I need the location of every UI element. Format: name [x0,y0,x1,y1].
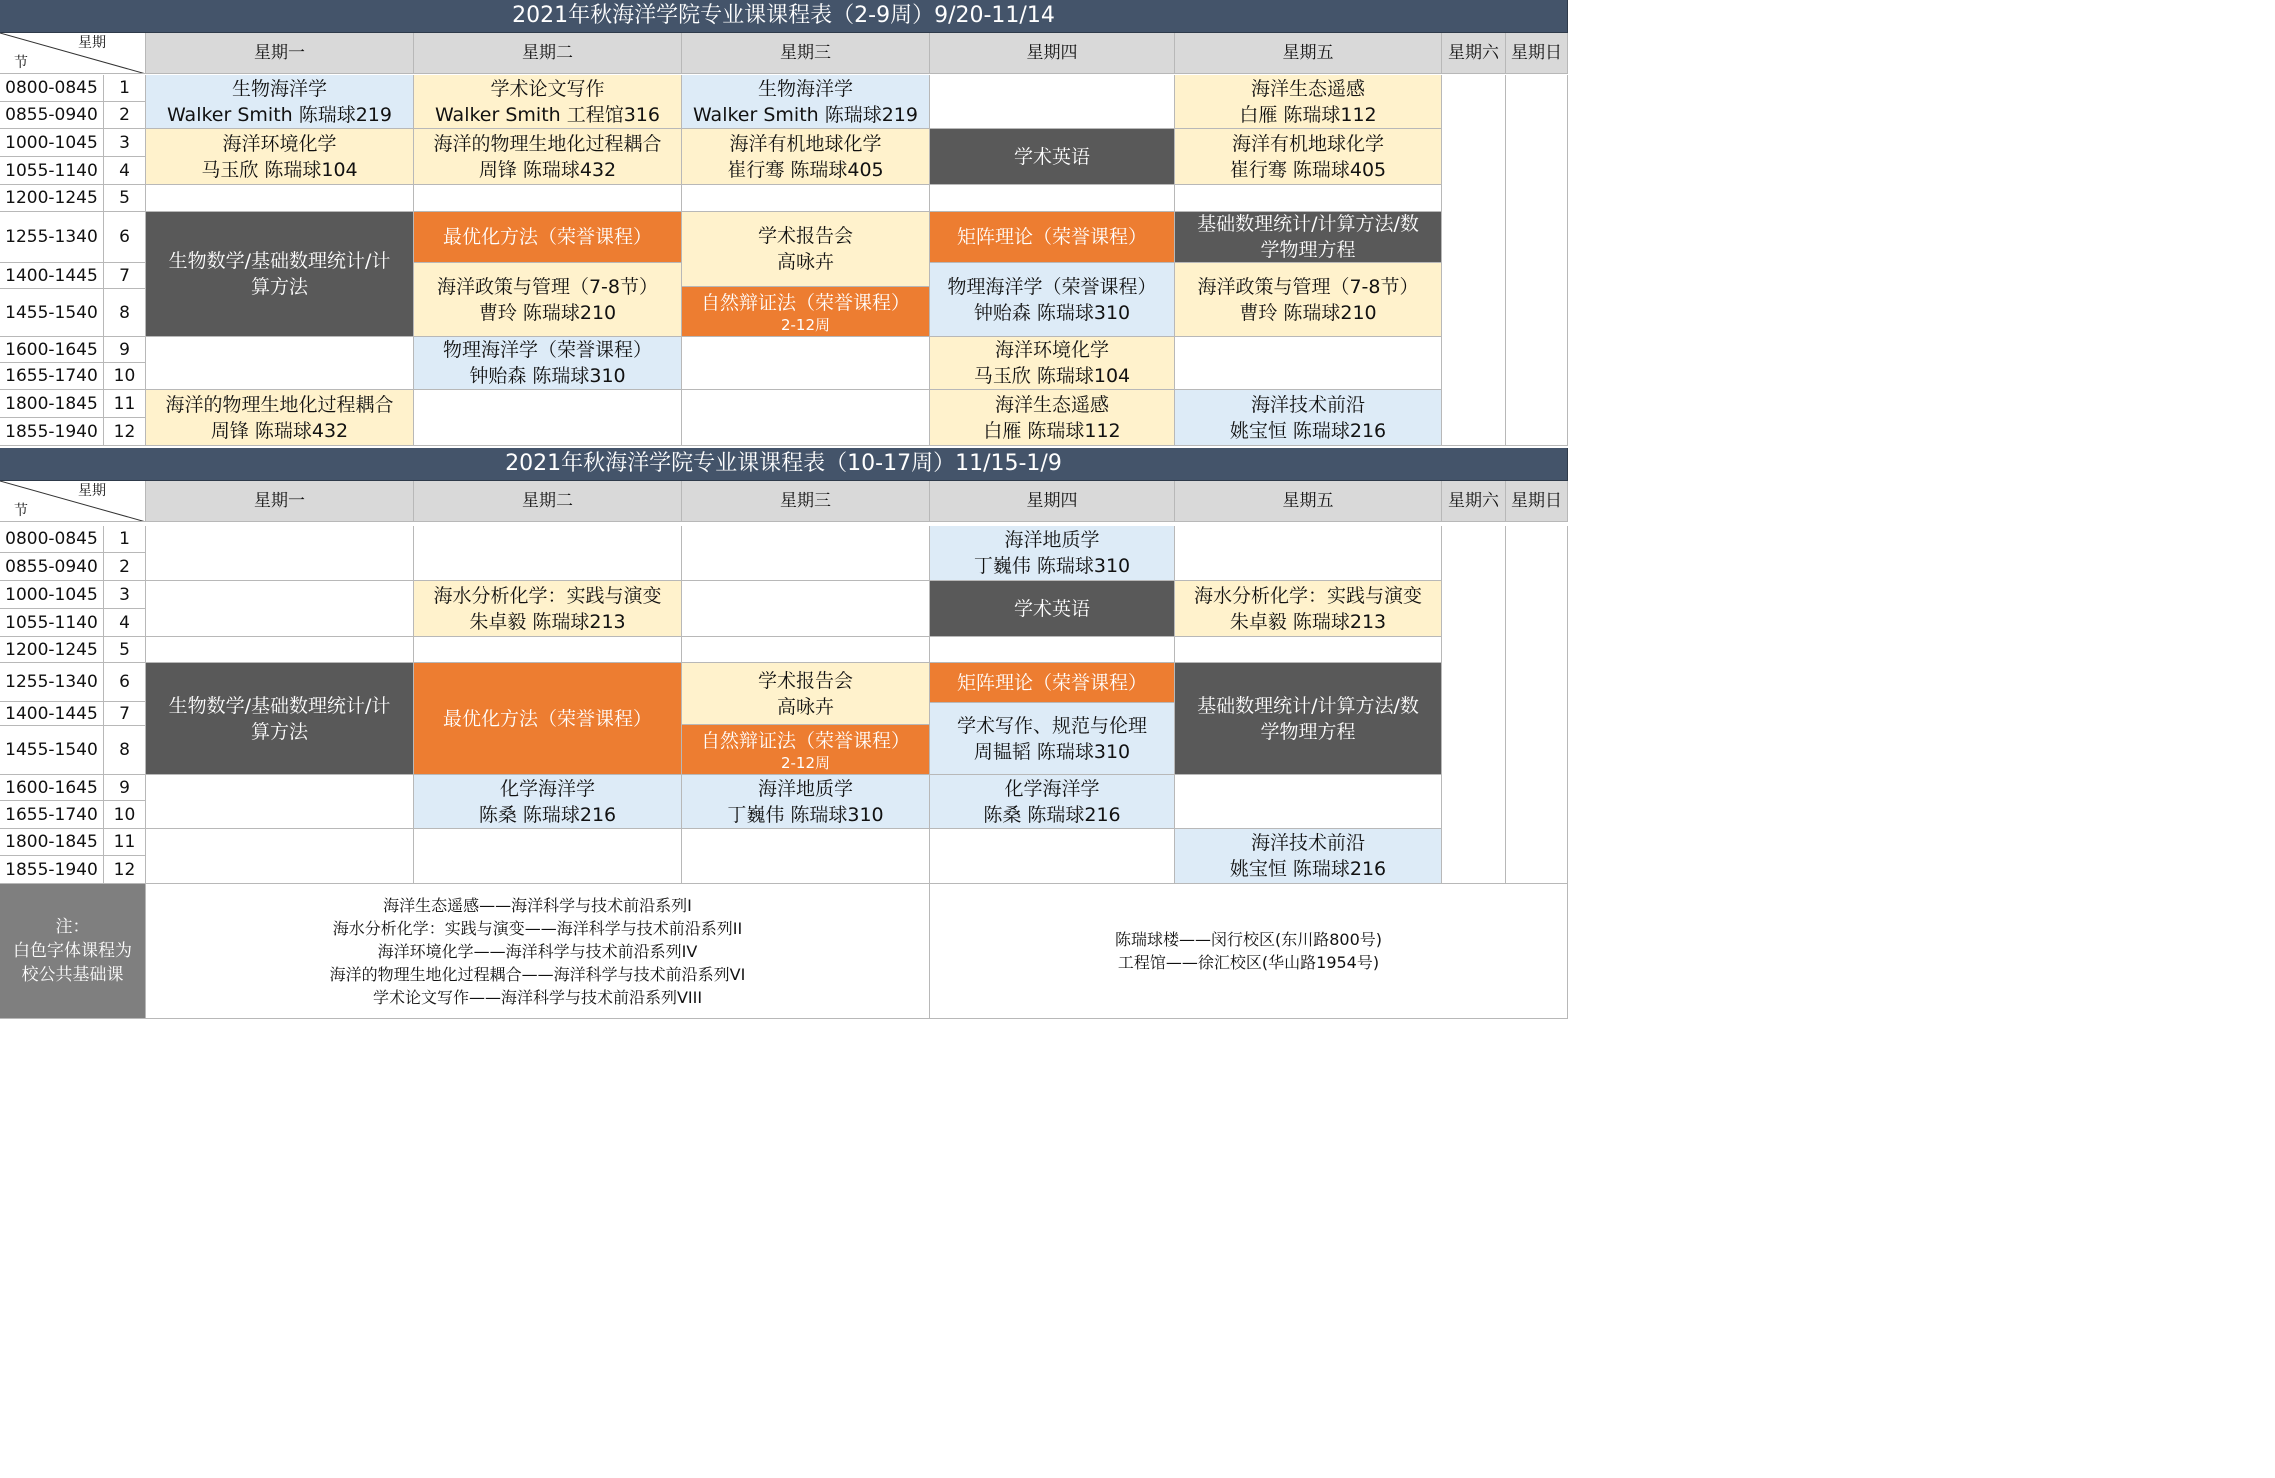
course-name: 矩阵理论（荣誉课程） [956,671,1147,694]
time-slot [0,775,104,801]
course-name: 生物海洋学 [757,77,853,100]
day-header-label: 星期一 [254,491,305,511]
time-label: 1600-1645 [5,777,98,798]
campus-notes [930,884,1568,1019]
course-cell [930,581,1175,637]
empty-slot [930,637,1175,663]
course-cell [930,212,1175,263]
course-name: 海洋政策与管理（7-8节） [436,275,659,298]
empty-slot [146,829,414,884]
period-number [104,263,146,289]
corner-cell [0,33,146,74]
course-cell [682,775,930,829]
notes-label-line: 注： [55,917,90,937]
empty-slot [930,185,1175,212]
course-cell [930,390,1175,446]
time-label: 1200-1245 [5,188,98,208]
time-slot [0,263,104,289]
day-header-label: 星期日 [1511,43,1562,63]
course-detail: 2-12周 [780,753,831,772]
period-number-label: 1 [119,529,130,549]
period-number-label: 11 [113,393,136,414]
t2-title [0,448,1568,481]
time-slot [0,801,104,829]
course-detail: 学物理方程 [1260,720,1356,743]
course-cell [414,775,682,829]
course-detail: 高咏卉 [776,251,834,273]
empty-slot [682,637,930,663]
empty-slot [930,829,1175,884]
course-name: 海洋技术前沿 [1250,832,1365,854]
course-name: 矩阵理论（荣誉课程） [956,226,1147,248]
time-label: 0855-0940 [5,556,98,577]
period-number-label: 6 [119,672,130,692]
period-number-label: 7 [119,265,130,286]
course-name: 海洋政策与管理（7-8节） [1197,275,1419,298]
course-name: 海洋生态遥感 [1250,77,1365,100]
period-number-label: 12 [113,421,136,442]
time-slot [0,289,104,337]
time-slot [0,129,104,157]
course-name: 学术英语 [1013,597,1090,620]
corner-week-label: 星期 [78,483,106,499]
day-header-label: 星期六 [1448,43,1499,63]
course-cell [930,775,1175,829]
course-cell [1175,390,1442,446]
time-slot [0,102,104,129]
time-label: 1400-1445 [5,703,98,724]
day-header [930,481,1175,522]
series-note-line: 海洋环境化学——海洋科学与技术前沿系列IV [377,941,698,961]
notes-label-line: 校公共基础课 [21,965,124,985]
course-cell [414,337,682,390]
course-detail: 曹玲 陈瑞球210 [1239,301,1377,324]
course-cell [146,212,414,337]
time-slot [0,726,104,775]
time-slot [0,637,104,663]
time-slot [0,609,104,637]
notes-label-line: 白色字体课程为 [13,941,132,961]
day-header-label: 星期四 [1026,43,1078,63]
course-name: 海洋技术前沿 [1250,393,1365,416]
course-cell [1175,263,1442,337]
empty-slot [1175,337,1442,390]
course-detail: 算方法 [250,720,308,743]
course-name: 学术写作、规范与伦理 [956,714,1147,737]
course-name: 自然辩证法（荣誉课程） [700,291,910,314]
time-slot [0,75,104,102]
time-label: 1255-1340 [5,672,98,692]
course-name: 海洋的物理生地化过程耦合 [165,393,394,416]
period-number [104,212,146,263]
course-detail: 算方法 [250,276,308,298]
period-number-label: 8 [119,740,130,760]
period-number [104,289,146,337]
course-detail: 白雁 陈瑞球112 [1239,103,1377,126]
period-number [104,581,146,609]
course-cell [682,663,930,725]
course-cell [414,212,682,263]
day-header [1506,33,1568,74]
period-number-label: 2 [119,556,130,577]
empty-slot [414,829,682,884]
empty-slot [146,581,414,637]
time-slot [0,157,104,185]
course-cell [414,75,682,129]
period-number-label: 6 [119,227,130,247]
course-detail: 马玉欣 陈瑞球104 [973,365,1131,387]
day-header-label: 星期四 [1026,491,1078,511]
course-detail: 高咏卉 [776,695,834,718]
corner-cell [0,481,146,522]
course-cell [930,526,1175,581]
day-header-label: 星期三 [780,491,831,511]
day-header [414,33,682,74]
time-slot [0,581,104,609]
course-name: 海水分析化学：实践与演变 [1193,584,1422,607]
empty-slot [146,637,414,663]
course-name: 海洋地质学 [757,777,853,800]
empty-slot [682,526,930,581]
course-cell [930,337,1175,390]
period-number-label: 12 [113,859,136,880]
course-name: 海洋有机地球化学 [1231,132,1384,155]
course-detail: 姚宝恒 陈瑞球216 [1229,858,1387,880]
time-label: 1455-1540 [5,740,98,760]
empty-slot [930,75,1175,129]
time-label: 1055-1140 [5,160,98,181]
campus-note-line: 工程馆——徐汇校区(华山路1954号) [1117,953,1380,972]
period-number [104,856,146,884]
day-header [1442,33,1506,74]
empty-slot [1175,637,1442,663]
empty-slot [1506,526,1568,884]
course-cell [414,263,682,337]
course-name: 学术论文写作 [490,77,605,100]
period-number-label: 1 [119,78,130,98]
period-number [104,775,146,801]
empty-slot [414,526,682,581]
period-number [104,363,146,390]
course-detail: 马玉欣 陈瑞球104 [201,158,358,181]
course-name: 海洋地质学 [1004,529,1100,551]
course-name: 物理海洋学（荣誉课程） [442,339,652,361]
period-number [104,185,146,212]
time-slot [0,553,104,581]
empty-slot [682,390,930,446]
empty-slot [414,185,682,212]
course-detail: 崔行骞 陈瑞球405 [727,158,884,181]
course-detail: 陈桑 陈瑞球216 [983,803,1121,826]
day-header [1175,481,1442,522]
course-detail: 周锋 陈瑞球432 [478,158,617,181]
course-detail: 钟贻森 陈瑞球310 [469,365,626,387]
period-number [104,553,146,581]
day-header-label: 星期二 [522,491,573,511]
series-notes [146,884,930,1019]
course-name: 学术英语 [1013,145,1090,168]
period-number-label: 8 [119,302,130,323]
period-number [104,609,146,637]
time-slot [0,702,104,726]
time-label: 1455-1540 [5,302,98,323]
period-number-label: 5 [119,639,130,660]
course-name: 基础数理统计/计算方法/数 [1197,694,1419,717]
day-header-label: 星期五 [1282,43,1334,63]
empty-slot [1175,775,1442,829]
period-number-label: 2 [119,105,130,125]
time-slot [0,185,104,212]
time-slot [0,390,104,418]
course-detail: Walker Smith 陈瑞球219 [692,103,918,126]
period-number [104,829,146,856]
course-detail: 崔行骞 陈瑞球405 [1229,158,1387,181]
time-label: 1255-1340 [5,227,98,247]
series-note-line: 海洋生态遥感——海洋科学与技术前沿系列I [383,895,692,915]
course-name: 基础数理统计/计算方法/数 [1197,213,1419,235]
period-number [104,726,146,775]
time-label: 1855-1940 [5,859,98,880]
t1-title [0,0,1568,33]
time-label: 1400-1445 [5,265,98,286]
corner-period-label: 节 [14,503,28,519]
day-header [1506,481,1568,522]
course-name: 化学海洋学 [499,777,595,800]
period-number-label: 3 [119,132,130,153]
corner-period-label: 节 [14,55,28,71]
empty-slot [682,581,930,637]
course-name: 生物数学/基础数理统计/计 [168,694,391,717]
empty-slot [414,390,682,446]
course-detail: 周韫韬 陈瑞球310 [973,740,1131,763]
course-cell [930,663,1175,703]
period-number-label: 9 [119,777,130,798]
empty-slot [414,637,682,663]
course-detail: 陈桑 陈瑞球216 [478,803,617,826]
corner-week-label: 星期 [78,35,106,51]
empty-slot [146,775,414,829]
series-note-line: 学术论文写作——海洋科学与技术前沿系列VIII [372,987,703,1007]
course-detail: 丁巍伟 陈瑞球310 [727,803,884,826]
time-label: 1655-1740 [5,366,98,386]
campus-note-line: 陈瑞球楼——闵行校区(东川路800号) [1114,930,1383,949]
period-number-label: 9 [119,339,130,360]
course-cell [682,75,930,129]
course-name: 物理海洋学（荣誉课程） [947,275,1157,298]
day-header [146,33,414,74]
period-number [104,337,146,363]
course-detail: Walker Smith 工程馆316 [434,103,660,126]
empty-slot [682,337,930,390]
course-cell [146,663,414,775]
course-cell [1175,75,1442,129]
course-detail: 丁巍伟 陈瑞球310 [973,555,1131,577]
course-cell [414,663,682,775]
course-detail: 周锋 陈瑞球432 [210,419,349,442]
period-number-label: 10 [113,804,136,825]
day-header-label: 星期六 [1448,491,1499,511]
course-cell [682,212,930,287]
course-cell [414,581,682,637]
course-cell [682,129,930,185]
day-header [930,33,1175,74]
day-header [414,481,682,522]
course-detail: Walker Smith 陈瑞球219 [166,103,392,126]
empty-slot [1442,75,1506,446]
period-number [104,702,146,726]
course-cell [930,703,1175,775]
course-name: 海洋环境化学 [222,132,337,155]
day-header [1442,481,1506,522]
course-cell [1175,663,1442,775]
period-number-label: 10 [113,366,136,386]
period-number [104,526,146,553]
course-name: 学术报告会 [757,669,853,692]
course-name: 生物数学/基础数理统计/计 [168,250,391,272]
time-label: 1800-1845 [5,393,98,414]
period-number [104,801,146,829]
time-label: 0800-0845 [5,78,98,98]
course-cell [930,129,1175,185]
course-name: 最优化方法（荣誉课程） [442,707,652,730]
time-slot [0,829,104,856]
empty-slot [1175,526,1442,581]
period-number [104,418,146,446]
course-detail: 朱卓毅 陈瑞球213 [469,610,626,633]
period-number-label: 7 [119,703,130,724]
course-name: 海洋有机地球化学 [729,132,882,155]
course-cell [930,263,1175,337]
empty-slot [1175,185,1442,212]
course-cell [146,75,414,129]
course-cell [1175,581,1442,637]
course-name: 海洋生态遥感 [994,393,1109,416]
course-cell [1175,129,1442,185]
time-label: 1800-1845 [5,832,98,852]
course-cell [146,390,414,446]
day-header [146,481,414,522]
day-header-label: 星期三 [780,43,831,63]
time-slot [0,363,104,390]
course-cell [682,287,930,337]
day-header-label: 星期五 [1282,491,1334,511]
course-name: 海洋环境化学 [994,339,1109,361]
empty-slot [146,526,414,581]
time-slot [0,856,104,884]
empty-slot [1442,526,1506,884]
period-number [104,663,146,702]
day-header [682,481,930,522]
period-number-label: 4 [119,160,130,181]
empty-slot [146,185,414,212]
period-number [104,129,146,157]
course-name: 生物海洋学 [231,77,327,100]
time-slot [0,212,104,263]
table-title: 2021年秋海洋学院专业课课程表（10-17周）11/15-1/9 [505,451,1062,476]
course-name: 最优化方法（荣誉课程） [442,226,652,248]
time-label: 0855-0940 [5,105,98,125]
period-number [104,637,146,663]
series-note-line: 海水分析化学：实践与演变——海洋科学与技术前沿系列II [332,918,743,938]
empty-slot [1506,75,1568,446]
period-number-label: 3 [119,584,130,605]
course-name: 海洋的物理生地化过程耦合 [433,132,662,155]
day-header [682,33,930,74]
series-note-line: 海洋的物理生地化过程耦合——海洋科学与技术前沿系列VI [329,964,746,984]
course-detail: 姚宝恒 陈瑞球216 [1229,419,1387,442]
day-header-label: 星期二 [522,43,573,63]
time-label: 1600-1645 [5,339,98,360]
time-label: 0800-0845 [5,529,98,549]
course-name: 化学海洋学 [1004,777,1100,800]
time-label: 1055-1140 [5,612,98,633]
empty-slot [682,185,930,212]
period-number [104,157,146,185]
table-title: 2021年秋海洋学院专业课课程表（2-9周）9/20-11/14 [512,3,1055,28]
empty-slot [682,829,930,884]
course-detail: 曹玲 陈瑞球210 [478,301,617,324]
course-detail: 2-12周 [780,315,831,334]
course-name: 自然辩证法（荣誉课程） [700,729,910,752]
course-cell [1175,829,1442,884]
course-name: 海水分析化学：实践与演变 [433,584,662,607]
course-cell [1175,212,1442,263]
time-label: 1855-1940 [5,421,98,442]
period-number [104,75,146,102]
period-number-label: 5 [119,188,130,208]
day-header-label: 星期日 [1511,491,1562,511]
period-number-label: 11 [113,832,136,852]
course-detail: 学物理方程 [1260,239,1356,261]
time-label: 1655-1740 [5,804,98,825]
time-label: 1200-1245 [5,639,98,660]
course-cell [682,725,930,775]
time-slot [0,418,104,446]
period-number-label: 4 [119,612,130,633]
course-detail: 钟贻森 陈瑞球310 [973,301,1131,324]
day-header [1175,33,1442,74]
course-name: 学术报告会 [757,225,853,247]
course-detail: 白雁 陈瑞球112 [983,419,1121,442]
time-label: 1000-1045 [5,132,98,153]
time-slot [0,337,104,363]
time-slot [0,526,104,553]
period-number [104,390,146,418]
notes-label-cell [0,884,146,1019]
course-cell [146,129,414,185]
empty-slot [146,337,414,390]
time-label: 1000-1045 [5,584,98,605]
day-header-label: 星期一 [254,43,305,63]
course-detail: 朱卓毅 陈瑞球213 [1229,610,1387,633]
period-number [104,102,146,129]
course-cell [414,129,682,185]
time-slot [0,663,104,702]
